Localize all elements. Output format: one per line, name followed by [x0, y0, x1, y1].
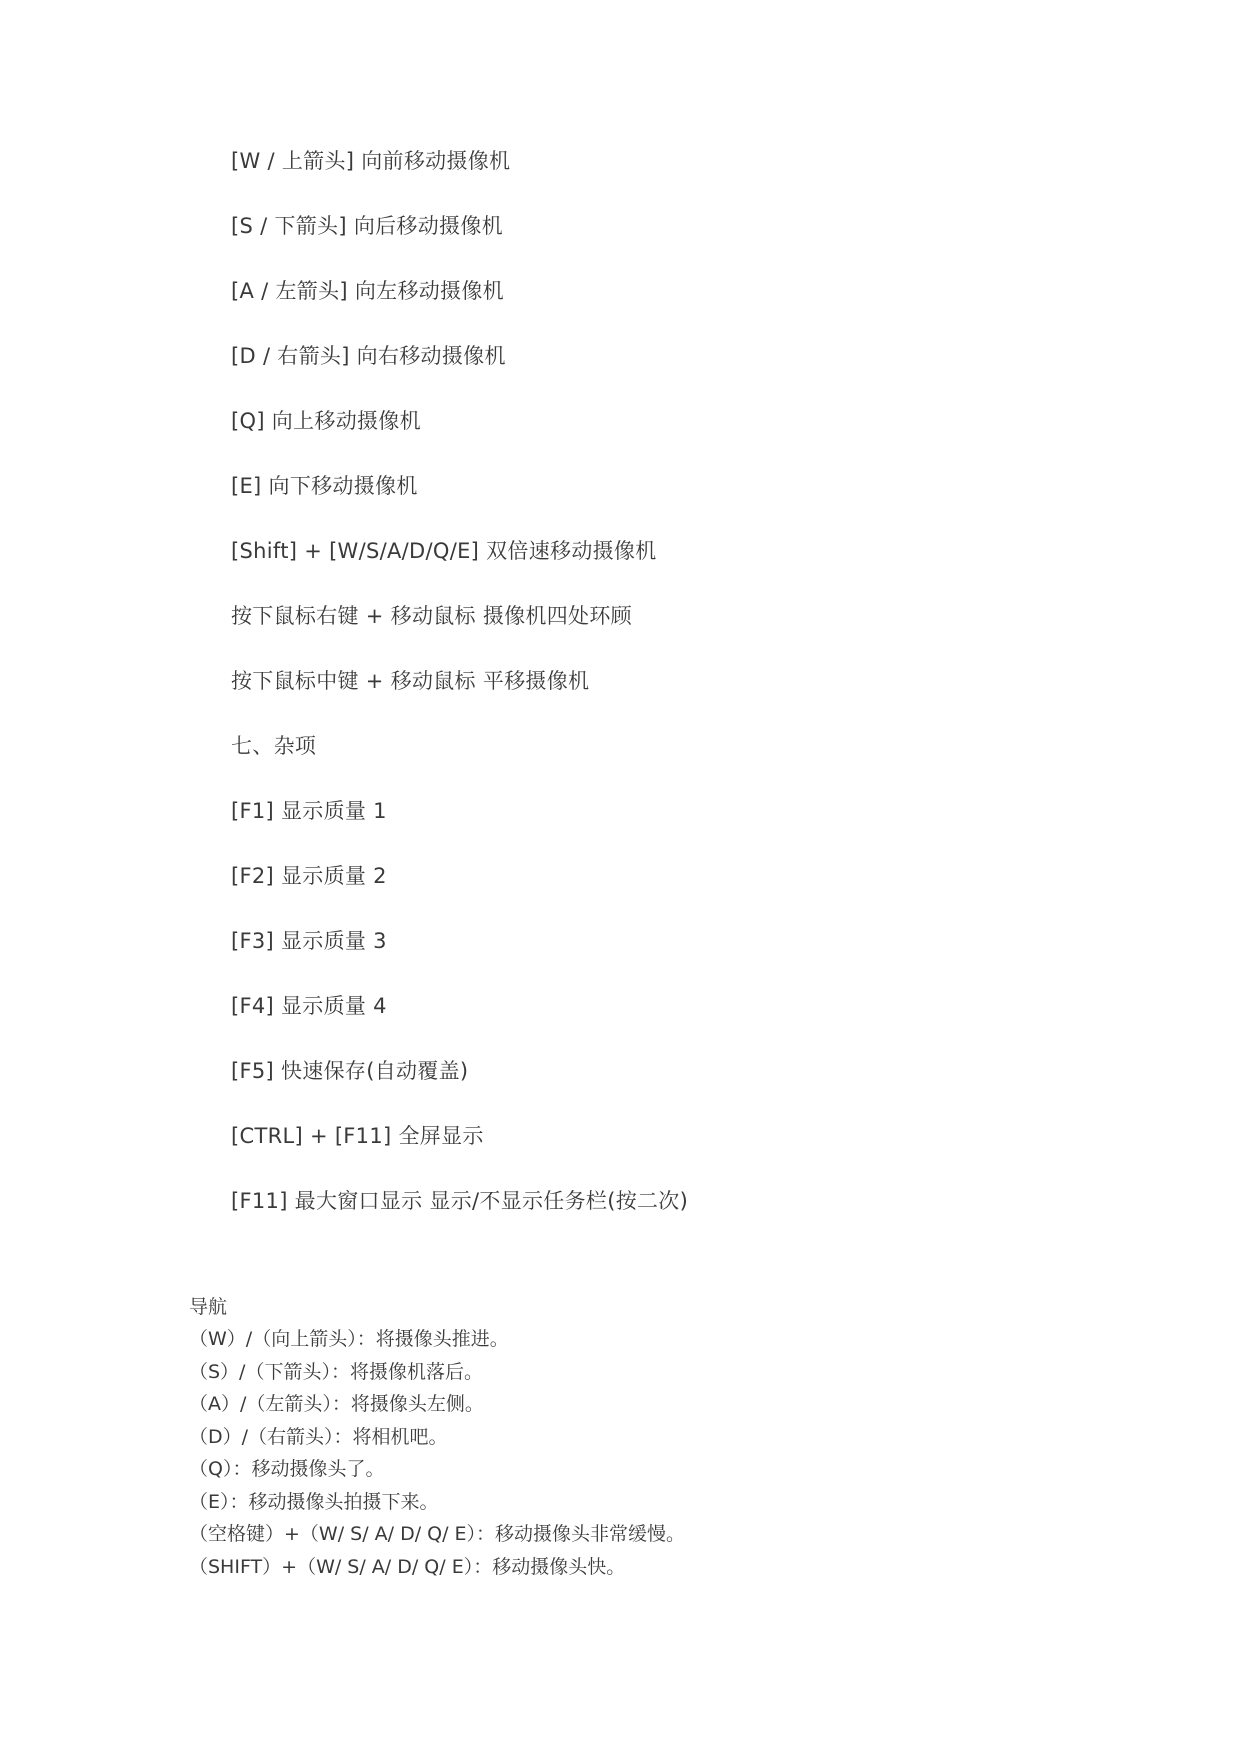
shortcut-line: [F11] 最大窗口显示 显示/不显示任务栏(按二次) — [231, 1189, 689, 1213]
navigation-item: （A）/（左箭头）：将摄像头左侧。 — [189, 1393, 484, 1415]
navigation-item: （Q）：移动摄像头了。 — [189, 1458, 385, 1480]
shortcut-line: [F2] 显示质量 2 — [231, 864, 387, 888]
navigation-title: 导航 — [189, 1296, 228, 1318]
navigation-item: （S）/（下箭头）：将摄像机落后。 — [189, 1360, 483, 1383]
shortcut-line: [F1] 显示质量 1 — [231, 799, 387, 823]
shortcut-line: [D / 右箭头] 向右移动摄像机 — [231, 344, 506, 368]
navigation-list — [189, 1323, 685, 1583]
shortcut-line: 按下鼠标右键 + 移动鼠标 摄像机四处环顾 — [231, 604, 632, 628]
navigation-item: （D）/（右箭头）：将相机吧。 — [189, 1425, 448, 1448]
shortcut-line: [Shift] + [W/S/A/D/Q/E] 双倍速移动摄像机 — [231, 539, 657, 563]
shortcut-line: [F3] 显示质量 3 — [231, 929, 387, 953]
navigation-item: （空格键）+（W/ S/ A/ D/ Q/ E）：移动摄像头非常缓慢。 — [189, 1523, 686, 1545]
shortcut-line: [Q] 向上移动摄像机 — [231, 409, 421, 433]
shortcut-line: [F5] 快速保存(自动覆盖) — [231, 1059, 469, 1083]
section-heading: 七、杂项 — [231, 734, 317, 758]
shortcut-line: 按下鼠标中键 + 移动鼠标 平移摄像机 — [231, 669, 590, 693]
shortcut-list — [231, 146, 688, 1251]
shortcut-line: [S / 下箭头] 向后移动摄像机 — [231, 214, 503, 238]
navigation-item: （SHIFT）+（W/ S/ A/ D/ Q/ E）：移动摄像头快。 — [189, 1555, 626, 1578]
shortcut-line: [W / 上箭头] 向前移动摄像机 — [231, 149, 511, 173]
navigation-item: （W）/（向上箭头）：将摄像头推进。 — [189, 1328, 509, 1350]
shortcut-line: [CTRL] + [F11] 全屏显示 — [231, 1124, 484, 1148]
shortcut-line: [A / 左箭头] 向左移动摄像机 — [231, 279, 504, 303]
navigation-section — [189, 1291, 685, 1583]
navigation-item: （E）：移动摄像头拍摄下来。 — [189, 1490, 439, 1513]
shortcut-line: [E] 向下移动摄像机 — [231, 474, 418, 498]
shortcut-line: [F4] 显示质量 4 — [231, 994, 387, 1018]
